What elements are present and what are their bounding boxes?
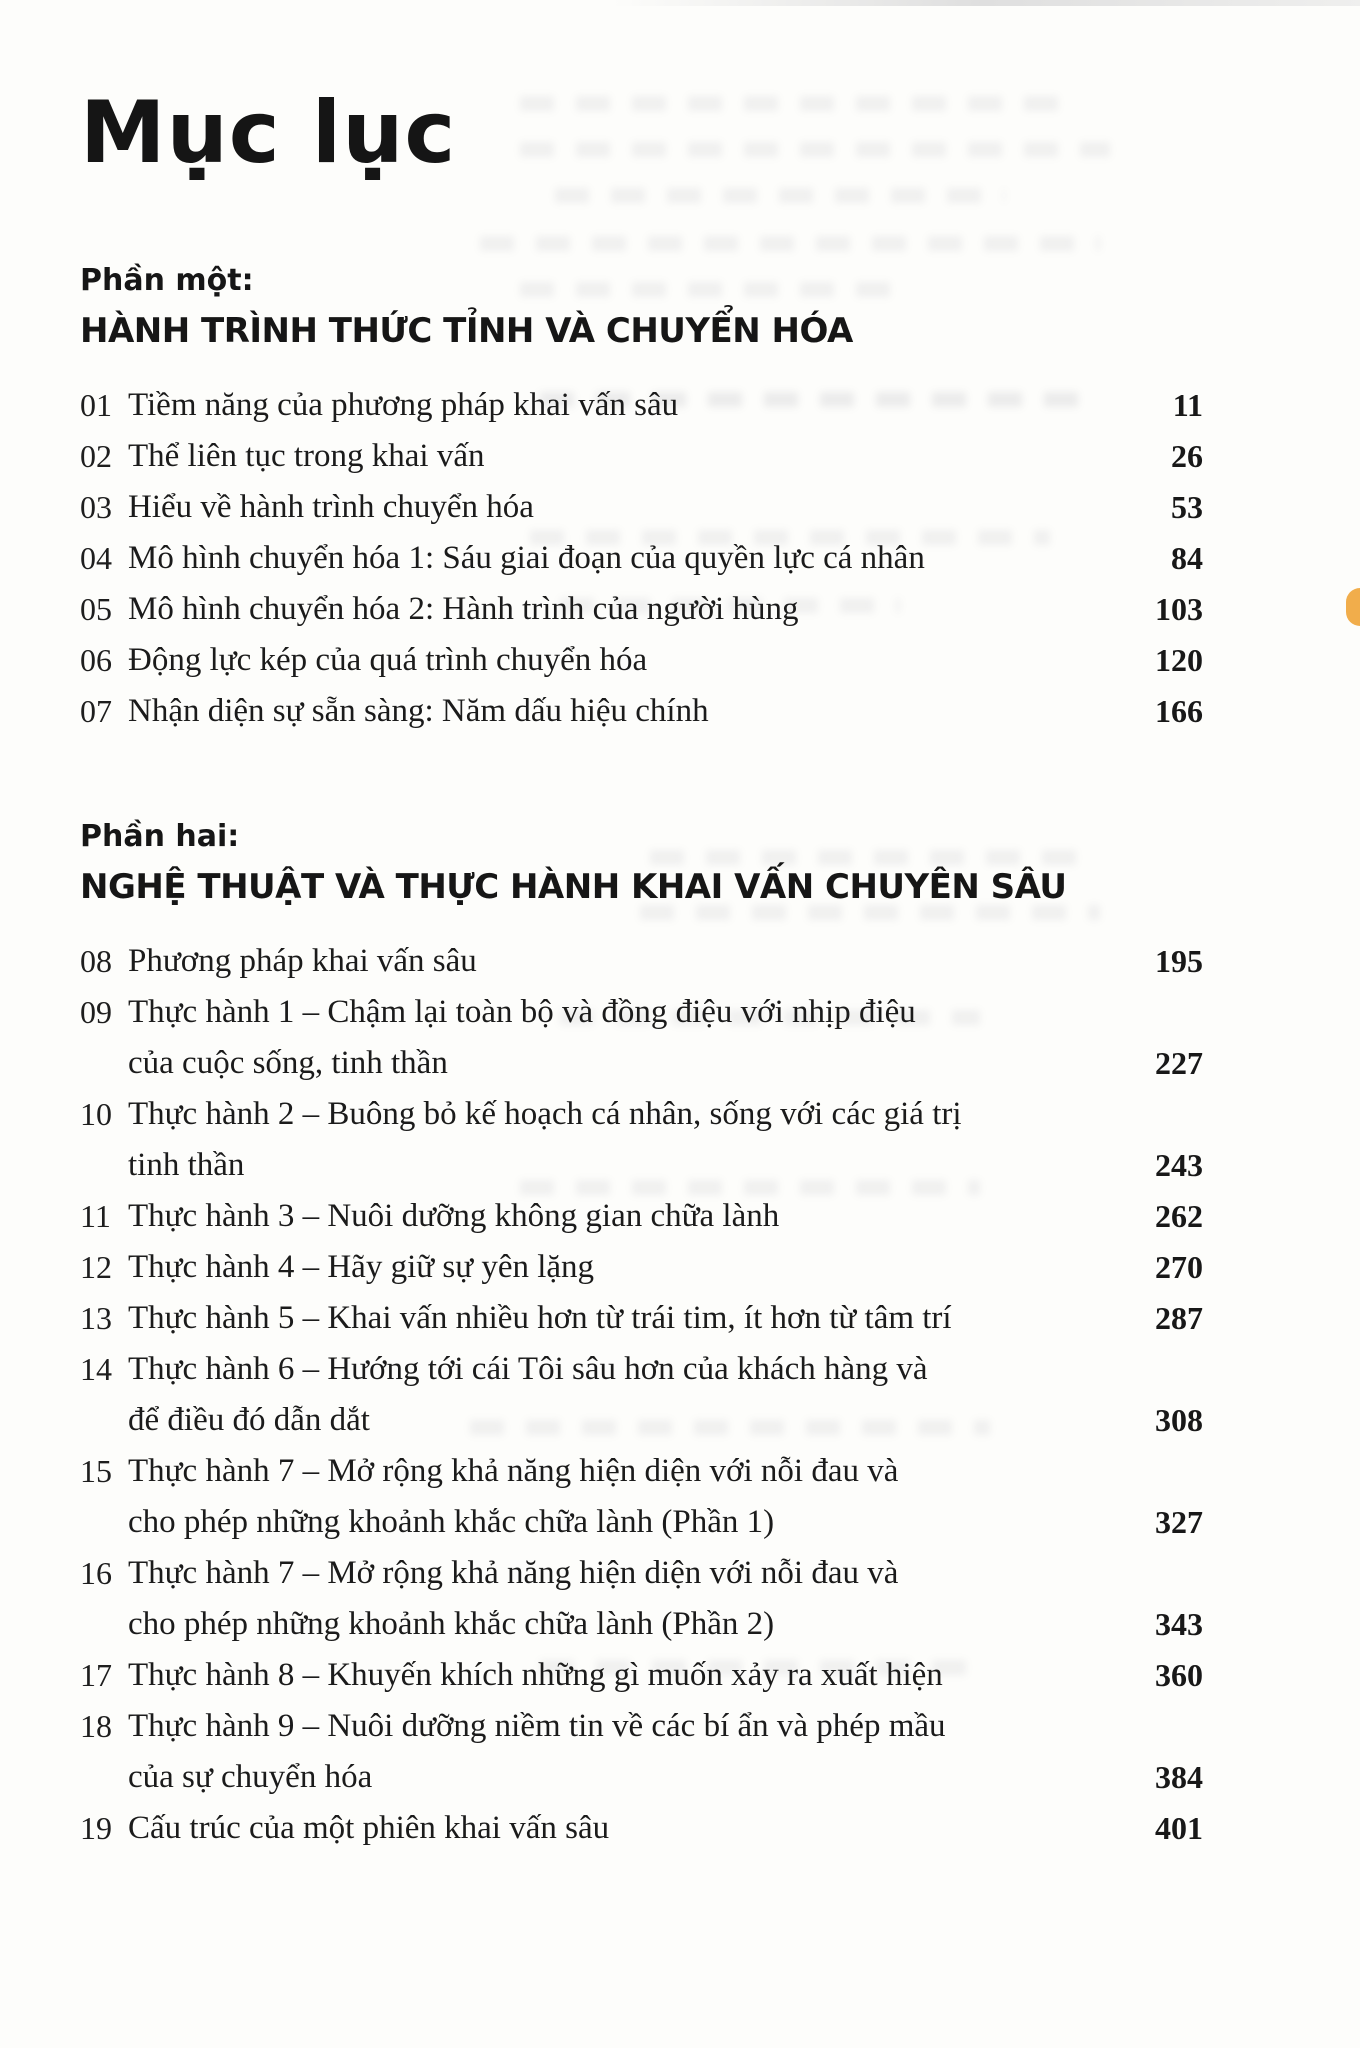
entry-number: 17 bbox=[80, 1657, 112, 1694]
section-label: Phần hai: bbox=[80, 819, 240, 855]
entry-page-number: 26 bbox=[1171, 438, 1203, 475]
entry-title bbox=[128, 686, 1123, 737]
entry-number: 10 bbox=[80, 1096, 112, 1133]
entry-title-line: Mô hình chuyển hóa 2: Hành trình của người hùng bbox=[128, 591, 799, 628]
entry-title-line: tinh thần bbox=[128, 1147, 245, 1184]
entry-number: 03 bbox=[80, 489, 112, 526]
entry-page-number: 120 bbox=[1155, 642, 1203, 679]
entry-title bbox=[128, 1293, 1123, 1344]
toc-entry bbox=[80, 431, 1203, 482]
entry-number: 18 bbox=[80, 1708, 112, 1745]
entry-title-line: Thực hành 3 – Nuôi dưỡng không gian chữa lành bbox=[128, 1198, 780, 1235]
toc-entry bbox=[80, 1650, 1203, 1701]
entry-number: 09 bbox=[80, 994, 112, 1031]
entry-title-line: Thực hành 2 – Buông bỏ kế hoạch cá nhân, sống với các giá trị bbox=[128, 1096, 962, 1133]
entry-title bbox=[128, 1446, 1123, 1548]
entry-title-line: Thực hành 9 – Nuôi dưỡng niềm tin về các bí ẩn và phép mầu bbox=[128, 1708, 946, 1745]
entry-page-number: 327 bbox=[1155, 1504, 1203, 1541]
entry-title-line: Nhận diện sự sẵn sàng: Năm dấu hiệu chính bbox=[128, 693, 709, 730]
toc-entry bbox=[80, 1293, 1203, 1344]
entry-title bbox=[128, 936, 1123, 987]
entry-title bbox=[128, 1548, 1123, 1650]
toc-entry bbox=[80, 936, 1203, 987]
entry-number: 02 bbox=[80, 438, 112, 475]
entry-number: 11 bbox=[80, 1198, 111, 1235]
entry-title-line: Thực hành 5 – Khai vấn nhiều hơn từ trái tim, ít hơn từ tâm trí bbox=[128, 1300, 952, 1337]
entry-number: 04 bbox=[80, 540, 112, 577]
entry-title bbox=[128, 533, 1123, 584]
entry-page-number: 270 bbox=[1155, 1249, 1203, 1286]
entry-title-line: Động lực kép của quá trình chuyển hóa bbox=[128, 642, 648, 679]
toc-section-2 bbox=[80, 819, 1203, 1854]
entry-title-line: để điều đó dẫn dắt bbox=[128, 1402, 370, 1439]
section-heading: NGHỆ THUẬT VÀ THỰC HÀNH KHAI VẤN CHUYÊN SÂU bbox=[80, 867, 1067, 908]
entry-number: 01 bbox=[80, 387, 112, 424]
entry-title-line: Hiểu về hành trình chuyển hóa bbox=[128, 489, 534, 526]
toc-entry bbox=[80, 1701, 1203, 1803]
entry-number: 15 bbox=[80, 1453, 112, 1490]
entry-page-number: 308 bbox=[1155, 1402, 1203, 1439]
entry-title bbox=[128, 1191, 1123, 1242]
entry-number: 05 bbox=[80, 591, 112, 628]
toc-entry bbox=[80, 1191, 1203, 1242]
toc-entry bbox=[80, 987, 1203, 1089]
entry-title bbox=[128, 1344, 1123, 1446]
toc-entry bbox=[80, 533, 1203, 584]
entry-page-number: 103 bbox=[1155, 591, 1203, 628]
entry-page-number: 384 bbox=[1155, 1759, 1203, 1796]
toc-entry bbox=[80, 635, 1203, 686]
entry-title-line: Cấu trúc của một phiên khai vấn sâu bbox=[128, 1810, 610, 1847]
toc-entry bbox=[80, 1344, 1203, 1446]
entry-title bbox=[128, 431, 1123, 482]
entry-page-number: 227 bbox=[1155, 1045, 1203, 1082]
entry-title bbox=[128, 1803, 1123, 1854]
entry-page-number: 262 bbox=[1155, 1198, 1203, 1235]
entry-title bbox=[128, 482, 1123, 533]
entry-number: 06 bbox=[80, 642, 112, 679]
page-title: Mục lục bbox=[80, 83, 457, 183]
entry-title bbox=[128, 635, 1123, 686]
entry-page-number: 243 bbox=[1155, 1147, 1203, 1184]
entry-title bbox=[128, 1650, 1123, 1701]
toc-section-1 bbox=[80, 263, 1203, 737]
toc-entry bbox=[80, 1089, 1203, 1191]
toc-entry bbox=[80, 1803, 1203, 1854]
entry-title-line: cho phép những khoảnh khắc chữa lành (Phần 2) bbox=[128, 1606, 775, 1643]
toc-entry bbox=[80, 380, 1203, 431]
entry-page-number: 84 bbox=[1171, 540, 1203, 577]
toc-entry bbox=[80, 1242, 1203, 1293]
entry-title-line: cho phép những khoảnh khắc chữa lành (Phần 1) bbox=[128, 1504, 775, 1541]
entry-number: 16 bbox=[80, 1555, 112, 1592]
entry-title bbox=[128, 1242, 1123, 1293]
entry-page-number: 360 bbox=[1155, 1657, 1203, 1694]
entry-title bbox=[128, 987, 1123, 1089]
toc-sections bbox=[80, 263, 1203, 1854]
entry-page-number: 53 bbox=[1171, 489, 1203, 526]
entry-page-number: 343 bbox=[1155, 1606, 1203, 1643]
entry-number: 12 bbox=[80, 1249, 112, 1286]
entry-title-line: Mô hình chuyển hóa 1: Sáu giai đoạn của quyền lực cá nhân bbox=[128, 540, 925, 577]
entry-title bbox=[128, 1701, 1123, 1803]
entry-title-line: Thể liên tục trong khai vấn bbox=[128, 438, 485, 475]
entry-title-line: Thực hành 4 – Hãy giữ sự yên lặng bbox=[128, 1249, 595, 1286]
entry-page-number: 11 bbox=[1172, 387, 1203, 424]
toc-entry bbox=[80, 482, 1203, 533]
entry-list bbox=[80, 380, 1203, 737]
toc-entry bbox=[80, 1548, 1203, 1650]
entry-title-line: Thực hành 6 – Hướng tới cái Tôi sâu hơn của khách hàng và bbox=[128, 1351, 928, 1388]
entry-list bbox=[80, 936, 1203, 1854]
entry-page-number: 401 bbox=[1155, 1810, 1203, 1847]
entry-title-line: của sự chuyển hóa bbox=[128, 1759, 373, 1796]
entry-title bbox=[128, 380, 1123, 431]
entry-title bbox=[128, 584, 1123, 635]
bookmark-ribbon bbox=[1346, 588, 1360, 626]
entry-page-number: 166 bbox=[1155, 693, 1203, 730]
entry-title bbox=[128, 1089, 1123, 1191]
entry-number: 19 bbox=[80, 1810, 112, 1847]
entry-page-number: 195 bbox=[1155, 943, 1203, 980]
entry-page-number: 287 bbox=[1155, 1300, 1203, 1337]
entry-title-line: Thực hành 7 – Mở rộng khả năng hiện diện với nỗi đau và bbox=[128, 1555, 899, 1592]
entry-number: 13 bbox=[80, 1300, 112, 1337]
entry-title-line: Thực hành 8 – Khuyến khích những gì muốn xảy ra xuất hiện bbox=[128, 1657, 943, 1694]
entry-title-line: Phương pháp khai vấn sâu bbox=[128, 943, 477, 980]
toc-entry bbox=[80, 1446, 1203, 1548]
entry-title-line: Thực hành 7 – Mở rộng khả năng hiện diện với nỗi đau và bbox=[128, 1453, 899, 1490]
entry-number: 07 bbox=[80, 693, 112, 730]
entry-number: 08 bbox=[80, 943, 112, 980]
entry-title-line: Thực hành 1 – Chậm lại toàn bộ và đồng điệu với nhịp điệu bbox=[128, 994, 916, 1031]
entry-title-line: Tiềm năng của phương pháp khai vấn sâu bbox=[128, 387, 679, 424]
toc-entry bbox=[80, 584, 1203, 635]
toc-entry bbox=[80, 686, 1203, 737]
entry-number: 14 bbox=[80, 1351, 112, 1388]
section-heading: HÀNH TRÌNH THỨC TỈNH VÀ CHUYỂN HÓA bbox=[80, 311, 853, 352]
section-label: Phần một: bbox=[80, 263, 254, 299]
entry-title-line: của cuộc sống, tinh thần bbox=[128, 1045, 448, 1082]
